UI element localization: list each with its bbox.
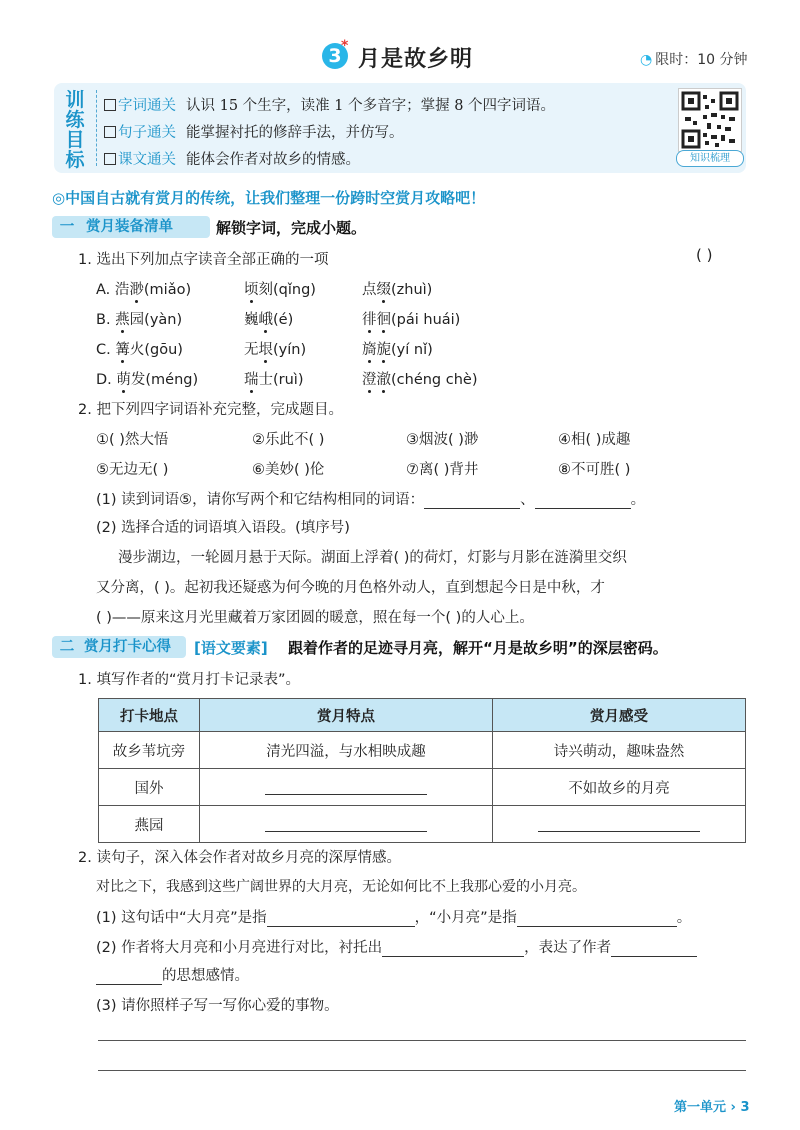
section1-header bbox=[52, 216, 210, 238]
s2-question-2-sub3: (3) 请你照样子写一写你心爱的事物。 bbox=[96, 998, 339, 1014]
checkin-table-wrap bbox=[98, 698, 746, 843]
passage-line-3: ( )——原来这月光里藏着万家团圆的暖意，照在每一个( )的人心上。 bbox=[96, 610, 534, 626]
table-cell: 清光四溢，与水相映成趣 bbox=[200, 732, 493, 769]
element-tag: [语文要素] bbox=[194, 639, 268, 657]
qr-code[interactable] bbox=[678, 88, 742, 152]
page-footer bbox=[674, 1096, 749, 1115]
goals-divider bbox=[96, 90, 97, 166]
section1-number: 一 bbox=[59, 219, 75, 235]
lesson-star-mark: * bbox=[341, 38, 349, 54]
s2-question-2-sub2-cont: 的思想感情。 bbox=[96, 964, 249, 985]
goal-item-sentences: 句子通关 能掌握衬托的修辞手法，并仿写。 bbox=[104, 121, 404, 142]
answer-blank[interactable] bbox=[517, 926, 677, 927]
table-cell: 不如故乡的月亮 bbox=[493, 769, 746, 806]
s2-question-2-sub1: (1) 这句话中“大月亮”是指 ，“小月亮”是指 。 bbox=[96, 910, 692, 926]
answer-blank[interactable] bbox=[611, 956, 697, 957]
s2-question-1-prompt: 1. 填写作者的“赏月打卡记录表”。 bbox=[78, 672, 300, 688]
table-cell: 故乡苇坑旁 bbox=[99, 732, 200, 769]
answer-blank[interactable] bbox=[96, 984, 162, 985]
option-a[interactable]: A. 浩渺(miǎo) bbox=[96, 282, 192, 298]
col-header-feeling: 赏月感受 bbox=[493, 699, 746, 732]
writing-line[interactable] bbox=[98, 1070, 746, 1071]
checkbox[interactable] bbox=[104, 153, 116, 165]
answer-blank[interactable] bbox=[382, 956, 524, 957]
idiom-6[interactable]: ⑥美妙( )伦 bbox=[252, 462, 325, 478]
table-cell-blank[interactable] bbox=[200, 769, 493, 806]
s2-question-2-prompt: 2. 读句子，深入体会作者对故乡月亮的深厚情感。 bbox=[78, 850, 401, 866]
checkin-table bbox=[98, 698, 746, 843]
table-row bbox=[99, 806, 746, 843]
writing-line[interactable] bbox=[98, 1040, 746, 1041]
time-limit-text: 限时：10 分钟 bbox=[655, 52, 748, 68]
section2-name: 赏月打卡心得 bbox=[84, 639, 171, 655]
idiom-8[interactable]: ⑧不可胜( ) bbox=[558, 462, 631, 478]
table-header-row bbox=[99, 699, 746, 732]
option-d-word2: 瑞士(ruì) bbox=[244, 372, 304, 388]
idiom-7[interactable]: ⑦离( )背井 bbox=[406, 462, 479, 478]
qr-label: 知识梳理 bbox=[676, 150, 744, 167]
clock-icon: ◔ bbox=[640, 52, 653, 68]
idiom-1[interactable]: ①( )然大悟 bbox=[96, 432, 169, 448]
section1-title: 解锁字词，完成小题。 bbox=[216, 219, 367, 237]
passage-line-1: 漫步湖边，一轮圆月悬于天际。湖面上浮着( )的荷灯，灯影与月影在涟漪里交织 bbox=[118, 550, 627, 566]
option-c-word2: 无垠(yín) bbox=[244, 342, 307, 358]
table-row bbox=[99, 769, 746, 806]
chevron-right-icon: › bbox=[730, 1100, 736, 1115]
idiom-5[interactable]: ⑤无边无( ) bbox=[96, 462, 169, 478]
unit-label: 第一单元 bbox=[674, 1100, 727, 1115]
section2-number: 二 bbox=[59, 639, 75, 655]
answer-paren[interactable]: ( ) bbox=[696, 246, 713, 264]
idiom-3[interactable]: ③烟波( )渺 bbox=[406, 432, 479, 448]
table-cell-blank[interactable] bbox=[200, 806, 493, 843]
idiom-4[interactable]: ④相( )成趣 bbox=[558, 432, 631, 448]
option-a-word2: 顷刻(qǐng) bbox=[244, 282, 316, 298]
lesson-number-badge: 3 bbox=[322, 43, 348, 69]
goal-item-text: 课文通关 能体会作者对故乡的情感。 bbox=[104, 148, 360, 169]
option-c-word3: 旖旎(yí nǐ) bbox=[362, 342, 433, 358]
idiom-2[interactable]: ②乐此不( ) bbox=[252, 432, 325, 448]
question-2-sub1: (1) 读到词语⑤，请你写两个和它结构相同的词语： 、 。 bbox=[96, 492, 646, 508]
question-1-prompt: 1. 选出下列加点字读音全部正确的一项 bbox=[78, 252, 329, 268]
col-header-location: 打卡地点 bbox=[99, 699, 200, 732]
page-title: 月是故乡明 bbox=[358, 47, 474, 72]
goals-label: 训 练 目 标 bbox=[65, 89, 85, 171]
table-cell: 国外 bbox=[99, 769, 200, 806]
table-cell: 燕园 bbox=[99, 806, 200, 843]
option-d[interactable]: D. 萌发(méng) bbox=[96, 372, 199, 388]
section1-name: 赏月装备清单 bbox=[86, 219, 173, 235]
question-2-sub2: (2) 选择合适的词语填入语段。(填序号) bbox=[96, 520, 350, 536]
option-b[interactable]: B. 燕园(yàn) bbox=[96, 312, 183, 328]
option-b-word2: 巍峨(é) bbox=[244, 312, 294, 328]
section2-title: 跟着作者的足迹寻月亮，解开“月是故乡明”的深层密码。 bbox=[288, 639, 668, 657]
option-c[interactable]: C. 篝火(gōu) bbox=[96, 342, 183, 358]
checkbox[interactable] bbox=[104, 126, 116, 138]
s2-question-2-sub2: (2) 作者将大月亮和小月亮进行对比，衬托出 ，表达了作者 bbox=[96, 936, 697, 957]
answer-blank[interactable] bbox=[267, 926, 415, 927]
goal-item-words: 字词通关 认识 15 个生字，读准 1 个多音字；掌握 8 个四字词语。 bbox=[104, 94, 555, 115]
col-header-feature: 赏月特点 bbox=[200, 699, 493, 732]
passage-line-2: 又分离，( )。起初我还疑惑为何今晚的月色格外动人，直到想起今日是中秋，才 bbox=[96, 580, 605, 596]
option-a-word3: 点缀(zhuì) bbox=[362, 282, 433, 298]
time-limit bbox=[640, 49, 747, 69]
option-d-word3: 澄澈(chéng chè) bbox=[362, 372, 478, 388]
checkbox[interactable] bbox=[104, 99, 116, 111]
table-cell: 诗兴萌动，趣味盎然 bbox=[493, 732, 746, 769]
section2-header bbox=[52, 636, 186, 658]
intro-text: ◎中国自古就有赏月的传统，让我们整理一份跨时空赏月攻略吧！ bbox=[52, 189, 486, 207]
answer-blank[interactable] bbox=[535, 508, 631, 509]
answer-blank[interactable] bbox=[424, 508, 520, 509]
table-cell-blank[interactable] bbox=[493, 806, 746, 843]
table-row bbox=[99, 732, 746, 769]
page-number: 3 bbox=[740, 1100, 750, 1115]
quote-sentence: 对比之下，我感到这些广阔世界的大月亮，无论如何比不上我那心爱的小月亮。 bbox=[96, 879, 586, 895]
option-b-word3: 徘徊(pái huái) bbox=[362, 312, 461, 328]
question-2-prompt: 2. 把下列四字词语补充完整，完成题目。 bbox=[78, 402, 343, 418]
